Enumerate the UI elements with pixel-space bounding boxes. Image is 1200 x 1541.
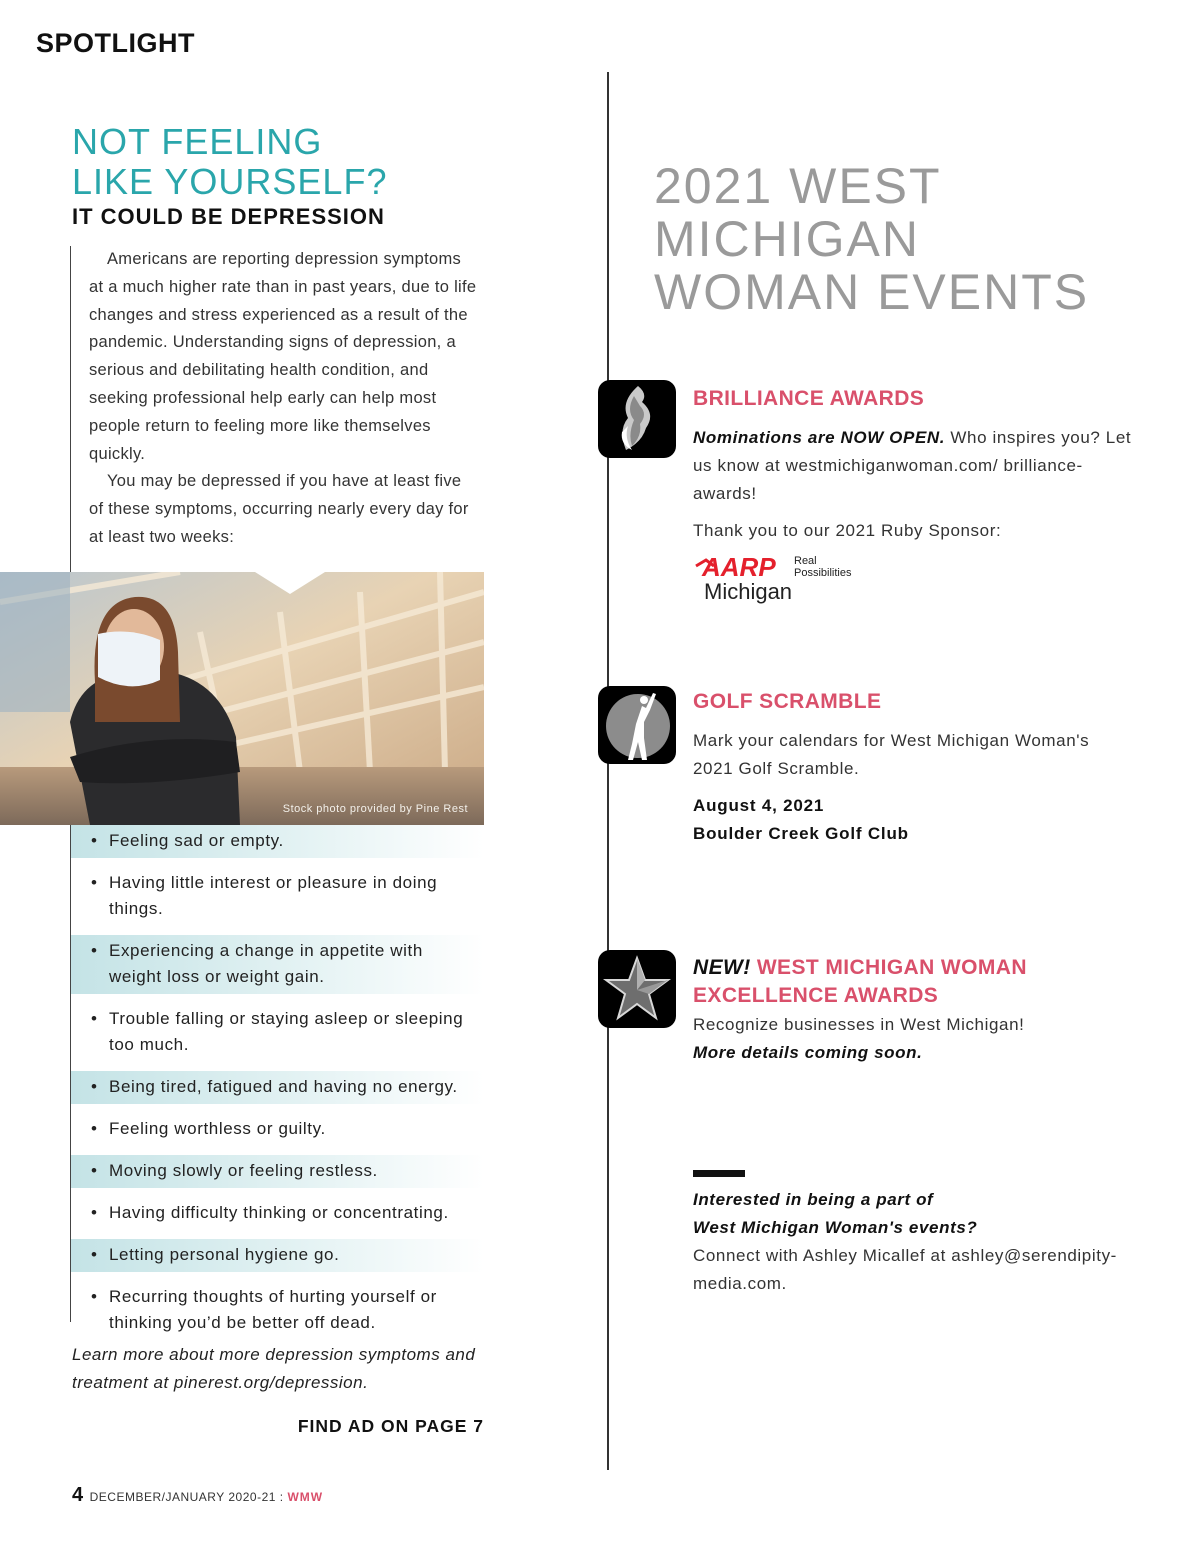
article-intro bbox=[70, 246, 480, 572]
golf-date: August 4, 2021 bbox=[693, 796, 825, 815]
aarp-state: Michigan bbox=[704, 579, 793, 604]
learn-more-text: Learn more about more depression symptoms and treatment at pinerest.org/depression. bbox=[72, 1345, 476, 1392]
find-ad-note: FIND AD ON PAGE 7 bbox=[297, 1416, 484, 1436]
symptom-item: • Experiencing a change in appetite with weight loss or weight gain. bbox=[71, 935, 484, 994]
photo-credit: Stock photo provided by Pine Rest bbox=[282, 803, 468, 815]
brilliance-body: Who inspires you? Let us know at westmichiganwoman.com/ brilliance-awards! bbox=[693, 428, 1132, 503]
page-number: 4 bbox=[72, 1484, 84, 1506]
woman-in-mask-photo bbox=[0, 572, 484, 825]
section-label: SPOTLIGHT bbox=[36, 28, 195, 58]
symptom-item: • Feeling worthless or guilty. bbox=[71, 1113, 484, 1146]
new-badge: NEW! bbox=[693, 956, 751, 979]
golf-venue: Boulder Creek Golf Club bbox=[693, 824, 909, 843]
symptom-list bbox=[70, 825, 484, 1332]
stock-photo bbox=[0, 572, 484, 825]
brilliance-heading: BRILLIANCE AWARDS bbox=[693, 387, 925, 410]
issue-date: DECEMBER/JANUARY 2020-21 bbox=[89, 1490, 276, 1504]
events-title-line-3: WOMAN EVENTS bbox=[654, 264, 1090, 320]
golf-heading: GOLF SCRAMBLE bbox=[693, 690, 882, 713]
excellence-more bbox=[693, 1039, 1133, 1067]
symptom-item: • Being tired, fatigued and having no energy. bbox=[71, 1071, 484, 1104]
brand-abbrev: WMW bbox=[287, 1490, 324, 1504]
excellence-title: WEST MICHIGAN WOMAN EXCELLENCE AWARDS bbox=[693, 956, 1027, 1007]
excellence-more-text: More details coming soon. bbox=[693, 1043, 923, 1062]
excellence-heading bbox=[693, 954, 1133, 1010]
aarp-michigan-logo bbox=[694, 552, 864, 604]
headline-line-1: NOT FEELING bbox=[72, 121, 323, 162]
article-headline bbox=[72, 122, 387, 202]
symptom-item: • Feeling sad or empty. bbox=[71, 825, 484, 858]
events-title-line-2: MICHIGAN bbox=[654, 211, 920, 267]
headline-line-2: LIKE YOURSELF? bbox=[72, 161, 388, 202]
aarp-tagline-1: Real bbox=[794, 555, 817, 567]
golfer-icon bbox=[598, 686, 676, 764]
events-contact bbox=[693, 1186, 1133, 1298]
page-footer bbox=[72, 1484, 323, 1507]
intro-paragraph-1: Americans are reporting depression symptoms at a much higher rate than in past years, due to life changes and stress experienced as a result of the pandemic. Understanding signs of depression, a serious and debilitating health condition, and seeking professional help early can help most people return to feeling more like themselves quickly. bbox=[89, 250, 477, 463]
star-icon bbox=[598, 950, 676, 1028]
brilliance-text bbox=[693, 424, 1133, 508]
symptom-item: • Recurring thoughts of hurting yourself or thinking you’d be better off dead. bbox=[71, 1281, 484, 1340]
footer-separator: : bbox=[275, 1490, 288, 1504]
contact-lead-1: Interested in being a part of bbox=[693, 1190, 934, 1209]
aarp-tagline-2: Possibilities bbox=[794, 567, 852, 579]
brilliance-lead: Nominations are NOW OPEN. bbox=[693, 428, 946, 447]
contact-lead-2: West Michigan Woman's events? bbox=[693, 1218, 978, 1237]
divider-dash bbox=[693, 1170, 745, 1177]
aarp-wordmark: AARP bbox=[702, 552, 776, 582]
symptom-item: • Letting personal hygiene go. bbox=[71, 1239, 484, 1272]
flame-ribbon-icon bbox=[598, 380, 676, 458]
symptom-item: • Moving slowly or feeling restless. bbox=[71, 1155, 484, 1188]
intro-paragraph-2: You may be depressed if you have at least five of these symptoms, occurring nearly every day for at least two weeks: bbox=[89, 472, 469, 546]
excellence-text: Recognize businesses in West Michigan! bbox=[693, 1015, 1025, 1034]
article-subhead: IT COULD BE DEPRESSION bbox=[72, 204, 385, 229]
events-title bbox=[654, 160, 1089, 319]
sponsor-text: Thank you to our 2021 Ruby Sponsor: bbox=[693, 521, 1002, 540]
events-title-line-1: 2021 WEST bbox=[654, 158, 942, 214]
symptom-item: • Trouble falling or staying asleep or sleeping too much. bbox=[71, 1003, 484, 1062]
golf-text: Mark your calendars for West Michigan Woman's 2021 Golf Scramble. bbox=[693, 731, 1090, 778]
symptom-item: • Having little interest or pleasure in doing things. bbox=[71, 867, 484, 926]
symptom-item: • Having difficulty thinking or concentrating. bbox=[71, 1197, 484, 1230]
column-divider bbox=[607, 72, 609, 1470]
contact-text: Connect with Ashley Micallef at ashley@serendipity-media.com. bbox=[693, 1246, 1117, 1293]
